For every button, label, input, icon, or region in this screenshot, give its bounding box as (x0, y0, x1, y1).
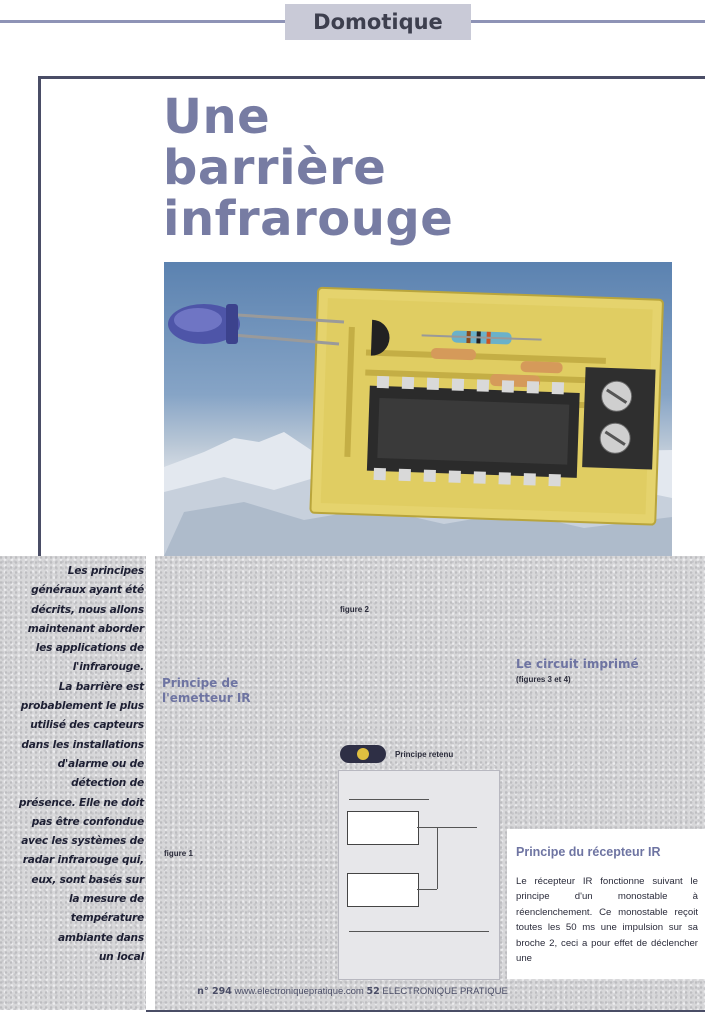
heading-emitter: Principe de l'emetteur IR (162, 676, 251, 705)
footer-url: www.electroniquepratique.com (234, 986, 364, 997)
section-tab: Domotique (285, 4, 471, 40)
intro-line: probablement le plus (20, 700, 144, 713)
figure1-ref: figure 1 (164, 849, 193, 858)
intro-line: température (70, 912, 144, 925)
article-title (163, 89, 454, 247)
heading-receiver: Principe du récepteur IR (516, 845, 661, 859)
intro-line: eux, sont basés sur (31, 873, 144, 886)
header-rule-right (471, 20, 705, 23)
schematic-block-1 (347, 811, 419, 845)
intro-line: détection de (71, 777, 144, 790)
figure2-ref: figure 2 (340, 605, 369, 614)
frame-top-rule (38, 76, 705, 79)
schematic-diagram (338, 770, 500, 980)
intro-line: décrits, nous allons (31, 603, 144, 616)
heading-pcb-sub: (figures 3 et 4) (516, 675, 571, 684)
intro-line: ambiante dans (57, 931, 144, 944)
footer-rule (146, 1010, 705, 1012)
schematic-block-2 (347, 873, 419, 907)
intro-line: radar infrarouge qui, (22, 854, 144, 867)
intro-line: La barrière est (58, 680, 144, 693)
intro-line: maintenant aborder (27, 622, 144, 635)
schematic-badge (340, 745, 386, 763)
frame-left-rule (38, 76, 41, 556)
pcb-photo (164, 262, 672, 556)
footer-magazine: ELECTRONIQUE PRATIQUE (382, 986, 508, 997)
intro-line: un local (98, 950, 144, 963)
intro-line: pas être confondue (31, 815, 144, 828)
schematic-label: Principe retenu (395, 750, 454, 759)
title-line-3: infrarouge (163, 191, 454, 247)
footer-page-number: 52 (366, 986, 380, 997)
intro-line: généraux ayant été (31, 584, 144, 597)
intro-line: dans les installations (21, 738, 144, 751)
intro-line: les applications de (35, 642, 144, 655)
receiver-paragraph: Le récepteur IR fonctionne suivant le principe d'un monostable à réenclenchement. Ce monostable reçoit toutes les 50 ms une impulsion sur sa broche 2, ceci a pour effet de déclencher une (516, 876, 698, 965)
header-rule-left (0, 20, 285, 23)
intro-line: avec les systèmes de (21, 835, 144, 848)
intro-line: d'alarme ou de (57, 757, 144, 770)
intro-line: présence. Elle ne doit (18, 796, 144, 809)
title-line-2: barrière (163, 140, 387, 196)
footer-issue: n° 294 (197, 986, 232, 997)
intro-line: utilisé des capteurs (30, 719, 144, 732)
intro-column (2, 562, 144, 967)
heading-pcb: Le circuit imprimé (516, 657, 639, 671)
pcb-photo-illustration (164, 262, 672, 556)
intro-line: Les principes (67, 565, 144, 577)
intro-line: la mesure de (68, 893, 144, 906)
page-footer (0, 986, 705, 997)
receiver-section (507, 829, 705, 979)
title-line-1: Une (163, 89, 271, 145)
column-gutter (146, 556, 155, 1010)
intro-line: l'infrarouge. (72, 661, 144, 674)
